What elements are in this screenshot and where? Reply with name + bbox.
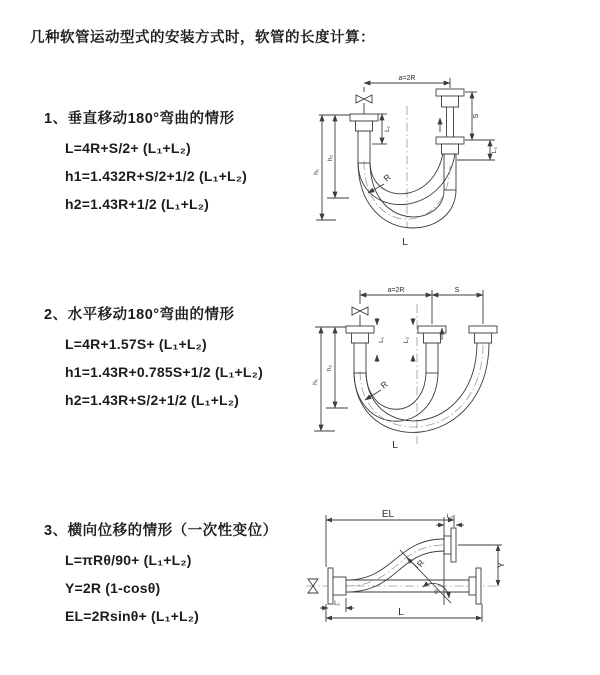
d2-dimensions [312, 287, 483, 451]
d1-dim-h1: h₁ [313, 169, 320, 175]
d2-hose-curves [354, 342, 489, 432]
d2-dim-h2: h₂ [326, 364, 333, 372]
d2-dim-a: a=2R [387, 287, 405, 294]
diagram-horizontal-180-bend [305, 282, 595, 468]
d2-left-fitting [346, 326, 374, 373]
d3-displaced-flange [444, 528, 456, 562]
d2-left-hose-braid [354, 343, 366, 373]
d2-label-r: R [378, 378, 390, 391]
section-2-heading: 2、水平移动180°弯曲的情形 [44, 307, 235, 323]
section-3-formula-2: Y=2R (1-cosθ) [65, 580, 161, 596]
section-2-formula-1: L=4R+1.57S+ (L₁+L₂) [65, 336, 207, 352]
diagram-lateral-displacement [298, 505, 598, 670]
d3-dimensions [320, 509, 506, 622]
section-3 [44, 522, 278, 624]
section-3-heading: 3、横向位移的情形（一次性变位） [44, 523, 278, 539]
d1-dim-s: S [473, 113, 480, 119]
d1-dim-h2: h₂ [327, 154, 334, 162]
d2-right-fitting [469, 326, 497, 343]
d1-dimensions [313, 75, 498, 248]
page-title: 几种软管运动型式的安装方式时，软管的长度计算： [30, 30, 375, 46]
d2-dim-l2: L₂ [403, 336, 410, 344]
d1-left-hose-braid [358, 131, 370, 163]
section-1-formula-1: L=4R+S/2+ (L₁+L₂) [65, 140, 191, 156]
d3-dim-y: Y [496, 562, 506, 568]
d2-dim-s: S [454, 287, 460, 294]
d3-label-r: R [414, 557, 427, 569]
d2-label-l: L [392, 440, 398, 451]
section-1-heading: 1、垂直移动180°弯曲的情形 [44, 111, 235, 127]
section-2-formula-2: h1=1.43R+0.785S+1/2 (L₁+L₂) [65, 364, 263, 380]
d3-dim-l: L [398, 607, 404, 618]
d1-dim-a: a=2R [398, 75, 416, 82]
diagram-vertical-180-bend [305, 70, 595, 260]
d2-dim-l1: L₁ [378, 337, 385, 343]
section-2-formula-3: h2=1.43R+S/2+1/2 (L₁+L₂) [65, 392, 240, 408]
section-1-formula-2: h1=1.432R+S/2+1/2 (L₁+L₂) [65, 168, 247, 184]
d1-valve-icon [356, 95, 372, 114]
d3-dim-l1: L₁ [334, 600, 340, 607]
section-3-formula-1: L=πRθ/90+ (L₁+L₂) [65, 552, 192, 568]
d1-left-fitting [350, 114, 378, 163]
d1-dim-l1: L₁ [384, 126, 391, 132]
section-2 [44, 306, 263, 408]
d3-label-theta: θ [434, 589, 438, 596]
d1-label-l: L [402, 237, 408, 248]
section-1 [44, 110, 247, 212]
d3-ghost-flange [469, 568, 481, 604]
section-1-formula-3: h2=1.43R+1/2 (L₁+L₂) [65, 196, 210, 212]
d3-dim-l2: L₂ [446, 513, 454, 520]
d1-dim-l2: L₂ [491, 146, 498, 154]
d1-label-r: R [381, 171, 393, 184]
d2-valve-icon [352, 307, 368, 326]
d2-middle-hose-braid [426, 343, 438, 373]
section-3-formula-3: EL=2Rsinθ+ (L₁+L₂) [65, 608, 200, 624]
d3-dim-el: EL [381, 509, 395, 520]
d2-dim-h1: h₁ [312, 379, 319, 385]
d3-left-flange [328, 568, 346, 604]
